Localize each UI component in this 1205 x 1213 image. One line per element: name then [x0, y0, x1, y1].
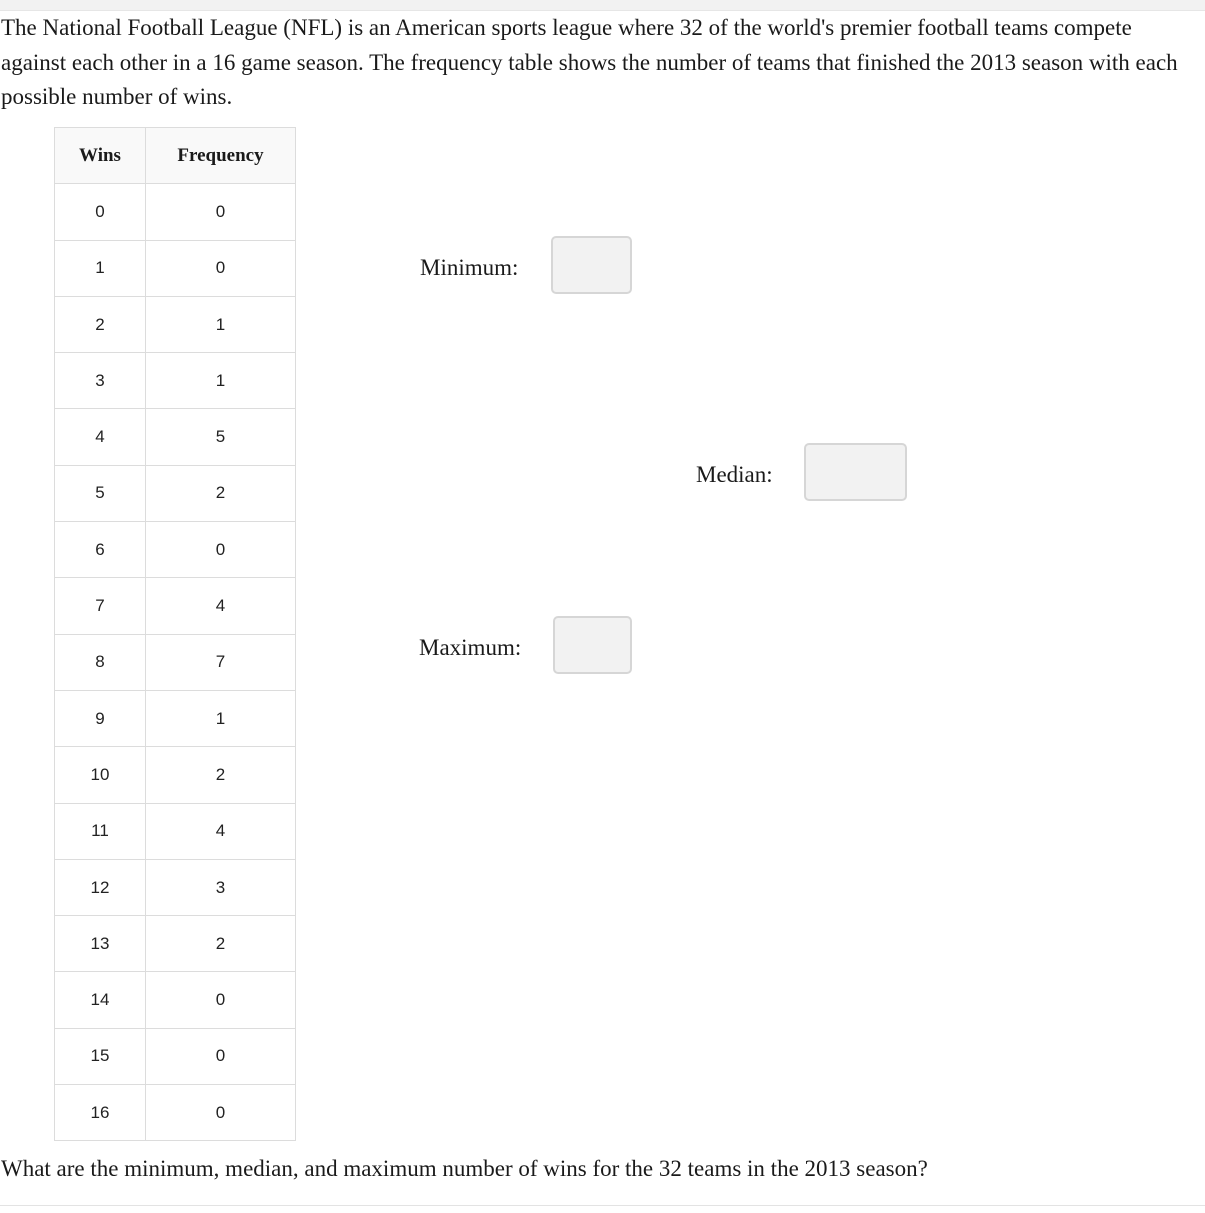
table-row: [55, 859, 296, 915]
table-row: [55, 972, 296, 1028]
wins-cell: 3: [55, 353, 146, 409]
wins-cell: 10: [55, 747, 146, 803]
minimum-input[interactable]: [551, 236, 632, 294]
table-row: [55, 803, 296, 859]
table-row: [55, 465, 296, 521]
wins-cell: 1: [55, 240, 146, 296]
table-row: [55, 747, 296, 803]
wins-cell: 4: [55, 409, 146, 465]
wins-header: Wins: [55, 128, 146, 184]
median-label: Median:: [696, 462, 773, 487]
table-row: [55, 184, 296, 240]
wins-cell: 11: [55, 803, 146, 859]
wins-cell: 5: [55, 465, 146, 521]
table-row: [55, 916, 296, 972]
maximum-label: Maximum:: [419, 635, 522, 660]
table-body: [55, 184, 296, 1141]
frequency-header: Frequency: [146, 128, 296, 184]
frequency-cell: 7: [146, 634, 296, 690]
frequency-cell: 0: [146, 240, 296, 296]
table-row: [55, 578, 296, 634]
table-row: [55, 240, 296, 296]
frequency-cell: 0: [146, 184, 296, 240]
wins-cell: 8: [55, 634, 146, 690]
table-header-row: [55, 128, 296, 184]
minimum-label: Minimum:: [420, 255, 519, 280]
frequency-cell: 2: [146, 916, 296, 972]
frequency-cell: 1: [146, 690, 296, 746]
frequency-cell: 5: [146, 409, 296, 465]
table-row: [55, 1028, 296, 1084]
frequency-cell: 2: [146, 465, 296, 521]
median-input[interactable]: [804, 443, 907, 501]
question-prompt: What are the minimum, median, and maximum number of wins for the 32 teams in the 2013 season?: [1, 1156, 928, 1181]
wins-cell: 14: [55, 972, 146, 1028]
wins-cell: 6: [55, 522, 146, 578]
frequency-cell: 4: [146, 578, 296, 634]
table-row: [55, 634, 296, 690]
frequency-cell: 3: [146, 859, 296, 915]
maximum-input[interactable]: [553, 616, 632, 674]
wins-cell: 9: [55, 690, 146, 746]
wins-cell: 15: [55, 1028, 146, 1084]
frequency-cell: 0: [146, 522, 296, 578]
wins-cell: 12: [55, 859, 146, 915]
frequency-cell: 0: [146, 1028, 296, 1084]
table-row: [55, 409, 296, 465]
table-row: [55, 690, 296, 746]
frequency-cell: 1: [146, 353, 296, 409]
frequency-cell: 2: [146, 747, 296, 803]
wins-cell: 7: [55, 578, 146, 634]
frequency-cell: 0: [146, 1085, 296, 1141]
table-row: [55, 353, 296, 409]
table-row: [55, 522, 296, 578]
top-divider: [0, 0, 1205, 11]
wins-cell: 0: [55, 184, 146, 240]
problem-intro: The National Football League (NFL) is an American sports league where 32 of the world's premier football teams compete against each other in a 16 game season. The frequency table shows the number of teams that finished the 2013 season with each possible number of wins.: [1, 15, 1178, 109]
table-row: [55, 296, 296, 352]
frequency-cell: 4: [146, 803, 296, 859]
frequency-cell: 0: [146, 972, 296, 1028]
bottom-divider: [0, 1205, 1205, 1206]
frequency-table: [54, 127, 296, 1141]
wins-cell: 13: [55, 916, 146, 972]
wins-cell: 16: [55, 1085, 146, 1141]
wins-cell: 2: [55, 296, 146, 352]
frequency-cell: 1: [146, 296, 296, 352]
table-row: [55, 1085, 296, 1141]
